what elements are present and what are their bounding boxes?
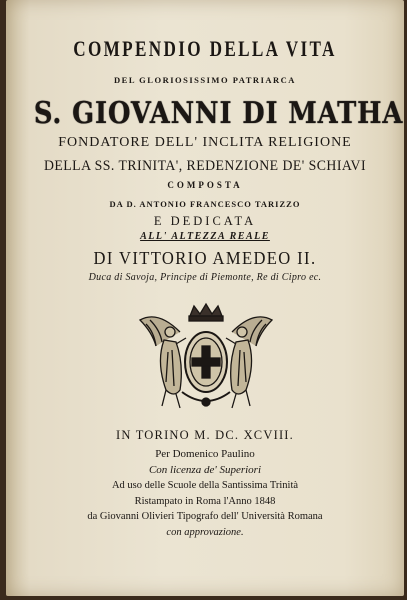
dedicatee-titles: Duca di Savoja, Principe di Piemonte, Re di Cipro ec. <box>88 272 322 283</box>
imprint-reprint: Ristampato in Roma l'Anno 1848 <box>134 496 276 507</box>
imprint-license: Con licenza de' Superiori <box>148 464 262 476</box>
title-saint-name: S. GIOVANNI DI MATHA <box>33 96 404 131</box>
title-line-2: DEL GLORIOSISSIMO PATRIARCA <box>114 75 296 85</box>
coat-of-arms-with-angels-icon <box>126 302 286 417</box>
author-line: DA D. ANTONIO FRANCESCO TARIZZO <box>109 199 301 209</box>
composta-label: COMPOSTA <box>167 180 243 190</box>
imprint-typographer: da Giovanni Olivieri Tipografo dell' Università Romana <box>87 511 323 522</box>
dedicata-label: E DEDICATA <box>153 214 257 228</box>
imprint-use: Ad uso delle Scuole della Santissima Trinità <box>111 480 299 491</box>
dedicatee-name: DI VITTORIO AMEDEO II. <box>93 248 317 268</box>
title-line-1: COMPENDIO DELLA VITA <box>73 36 337 61</box>
altezza-reale-line: ALL' ALTEZZA REALE <box>140 231 270 242</box>
imprint-place-date: IN TORINO M. DC. XCVIII. <box>116 428 294 442</box>
imprint-printer: Per Domenico Paulino <box>155 448 255 460</box>
title-line-4: FONDATORE DELL' INCLITA RELIGIONE <box>58 135 352 150</box>
title-line-5: DELLA SS. TRINITA', REDENZIONE DE' SCHIAVI <box>43 158 367 174</box>
imprint-approval: con approvazione. <box>166 527 244 538</box>
title-page <box>6 0 404 596</box>
